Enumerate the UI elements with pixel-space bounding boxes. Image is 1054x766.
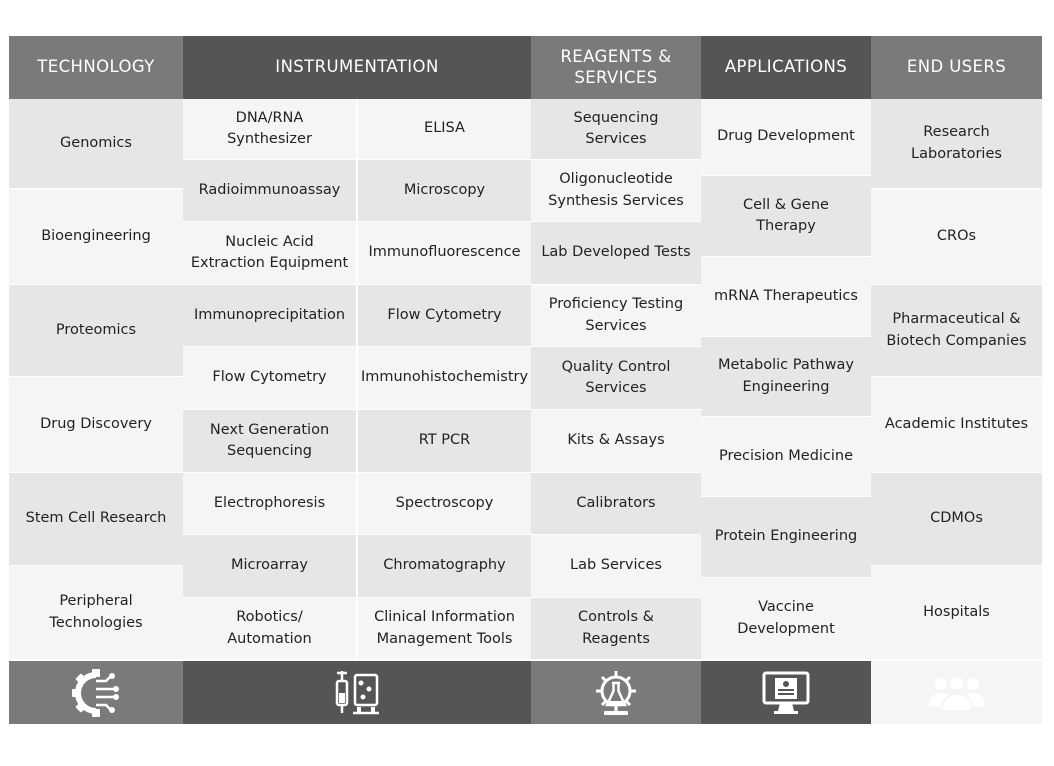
cell-label-line: Hospitals xyxy=(923,603,990,620)
footer-reagents xyxy=(531,661,701,724)
cell-label-line: Robotics/ xyxy=(236,609,303,626)
cell-label-line: Extraction Equipment xyxy=(190,255,349,271)
cell-label-line: Lab Developed Tests xyxy=(541,244,691,261)
applications-cell xyxy=(701,176,871,256)
header-instrumentation xyxy=(183,36,531,99)
instrumentation-cell xyxy=(183,410,356,472)
reagents-cell xyxy=(531,99,701,159)
cell-label-line: Chromatography xyxy=(383,557,506,574)
instrumentation-cell xyxy=(358,598,531,659)
cell-label-line: Automation xyxy=(227,630,312,647)
gear-circuit-icon xyxy=(70,667,122,719)
applications-cell xyxy=(701,417,871,496)
cell-label-line: Synthesis Services xyxy=(548,192,684,209)
cell-label-line: Immunohistochemistry xyxy=(360,369,529,386)
instrumentation-cell xyxy=(183,222,356,284)
header-applications-label: APPLICATIONS xyxy=(724,57,848,77)
cell-label-line: CDMOs xyxy=(930,510,983,527)
reagents-cell xyxy=(531,473,701,534)
instrumentation-cell xyxy=(358,99,531,159)
cell-label-line: CROs xyxy=(936,227,977,244)
header-reagents-line2: SERVICES xyxy=(574,67,658,87)
cell-label-line: Proteomics xyxy=(55,321,137,338)
cell-label-line: Next Generation xyxy=(209,421,330,438)
cell-label-line: Pharmaceutical & xyxy=(892,311,1021,328)
header-end-users xyxy=(871,36,1042,99)
footer-instrumentation xyxy=(183,661,531,724)
instrumentation-cell xyxy=(358,535,531,597)
cell-label-line: Sequencing xyxy=(573,109,659,126)
cell-label-line: Services xyxy=(585,380,647,396)
reagents-cell xyxy=(531,535,701,597)
footer-technology xyxy=(9,661,183,724)
cell-label-line: Research xyxy=(923,124,990,141)
applications-cell xyxy=(701,578,871,659)
cell-label-line: Kits & Assays xyxy=(567,432,665,449)
cell-label-line: Immunofluorescence xyxy=(368,244,521,261)
instrumentation-cell xyxy=(183,598,356,659)
cell-label-line: Controls & xyxy=(578,609,654,626)
cell-label-line: Laboratories xyxy=(911,145,1002,162)
users-group-icon xyxy=(928,673,986,713)
technology-cell xyxy=(9,566,183,659)
computer-report-icon xyxy=(760,667,812,719)
cell-label-line: Calibrators xyxy=(576,494,656,511)
footer-applications xyxy=(701,661,871,724)
instrumentation-cell xyxy=(183,347,356,409)
header-reagents-line1: REAGENTS & xyxy=(560,46,672,66)
cell-label-line: mRNA Therapeutics xyxy=(714,287,858,304)
end-users-cell xyxy=(871,566,1042,659)
technology-cell xyxy=(9,189,183,284)
flask-gear-icon xyxy=(590,667,642,719)
reagents-cell xyxy=(531,222,701,284)
cell-label-line: Microarray xyxy=(230,557,309,574)
end-users-cell xyxy=(871,285,1042,376)
reagents-cell xyxy=(531,598,701,659)
cell-label-line: Technologies xyxy=(49,614,143,631)
instrumentation-cell xyxy=(358,473,531,534)
cell-label-line: Services xyxy=(585,131,647,147)
instrumentation-cell xyxy=(183,99,356,159)
cell-label-line: Microscopy xyxy=(403,181,486,198)
cell-label-line: Clinical Information xyxy=(374,609,515,626)
instrumentation-cell xyxy=(358,410,531,472)
cell-label-line: Proficiency Testing xyxy=(548,296,684,313)
cell-label-line: ELISA xyxy=(424,120,465,137)
cell-label-line: Management Tools xyxy=(376,630,513,647)
header-instrumentation-label: INSTRUMENTATION xyxy=(275,57,439,77)
end-users-cell xyxy=(871,189,1042,284)
instrumentation-cell xyxy=(183,160,356,221)
cell-label-line: Flow Cytometry xyxy=(212,369,327,386)
technology-cell xyxy=(9,377,183,472)
instrumentation-cell xyxy=(183,473,356,534)
cell-label-line: Engineering xyxy=(742,378,830,395)
cell-label-line: Drug Development xyxy=(717,128,855,145)
cell-label-line: Genomics xyxy=(60,134,132,151)
header-reagents-services xyxy=(531,36,701,99)
cell-label-line: Electrophoresis xyxy=(213,494,326,511)
applications-cell xyxy=(701,337,871,416)
instrumentation-cell xyxy=(358,222,531,284)
cell-label-line: Stem Cell Research xyxy=(25,510,167,527)
reagents-cell xyxy=(531,410,701,472)
cell-label-line: Spectroscopy xyxy=(395,494,494,511)
cell-label-line: Drug Discovery xyxy=(40,415,152,432)
cell-label-line: Cell & Gene xyxy=(743,196,829,213)
cell-label-line: Vaccine xyxy=(758,599,814,616)
cell-label-line: Academic Institutes xyxy=(884,415,1029,432)
technology-cell xyxy=(9,285,183,376)
applications-cell xyxy=(701,257,871,336)
footer-end-users xyxy=(871,661,1042,724)
end-users-cell xyxy=(871,473,1042,565)
reagents-cell xyxy=(531,347,701,409)
header-technology-label: TECHNOLOGY xyxy=(37,57,155,77)
cell-label-line: Precision Medicine xyxy=(718,447,854,464)
cell-label-line: Bioengineering xyxy=(41,227,151,244)
cell-label-line: RT PCR xyxy=(418,432,471,449)
cell-label-line: Protein Engineering xyxy=(714,528,858,545)
cell-label-line: Lab Services xyxy=(570,557,662,574)
applications-cell xyxy=(701,99,871,175)
applications-cell xyxy=(701,497,871,577)
cell-label-line: Biotech Companies xyxy=(886,332,1027,349)
reagents-cell xyxy=(531,285,701,346)
cell-label-line: Synthesizer xyxy=(227,131,312,147)
reagents-cell xyxy=(531,160,701,221)
cell-label-line: Therapy xyxy=(756,218,816,234)
technology-cell xyxy=(9,473,183,565)
cell-label-line: Peripheral xyxy=(59,593,133,610)
cell-label-line: Services xyxy=(585,317,647,334)
cell-label-line: Quality Control xyxy=(561,358,671,375)
cell-label-line: Immunoprecipitation xyxy=(193,306,346,323)
lab-instruments-icon xyxy=(331,667,383,719)
technology-cell xyxy=(9,99,183,188)
instrumentation-cell xyxy=(358,285,531,346)
cell-label-line: Nucleic Acid xyxy=(225,233,314,250)
header-end-users-label: END USERS xyxy=(906,57,1007,77)
cell-label-line: DNA/RNA xyxy=(235,109,304,126)
end-users-cell xyxy=(871,99,1042,188)
instrumentation-cell xyxy=(183,535,356,597)
instrumentation-cell xyxy=(358,160,531,221)
instrumentation-cell xyxy=(183,285,356,346)
instrumentation-cell xyxy=(358,347,531,409)
cell-label-line: Oligonucleotide xyxy=(559,171,673,188)
header-applications xyxy=(701,36,871,99)
end-users-cell xyxy=(871,377,1042,472)
cell-label-line: Development xyxy=(737,620,835,637)
header-technology xyxy=(9,36,183,99)
cell-label-line: Sequencing xyxy=(226,443,313,459)
cell-label-line: Metabolic Pathway xyxy=(718,357,854,374)
cell-label-line: Flow Cytometry xyxy=(387,306,502,323)
cell-label-line: Reagents xyxy=(582,630,650,647)
cell-label-line: Radioimmunoassay xyxy=(198,181,341,198)
